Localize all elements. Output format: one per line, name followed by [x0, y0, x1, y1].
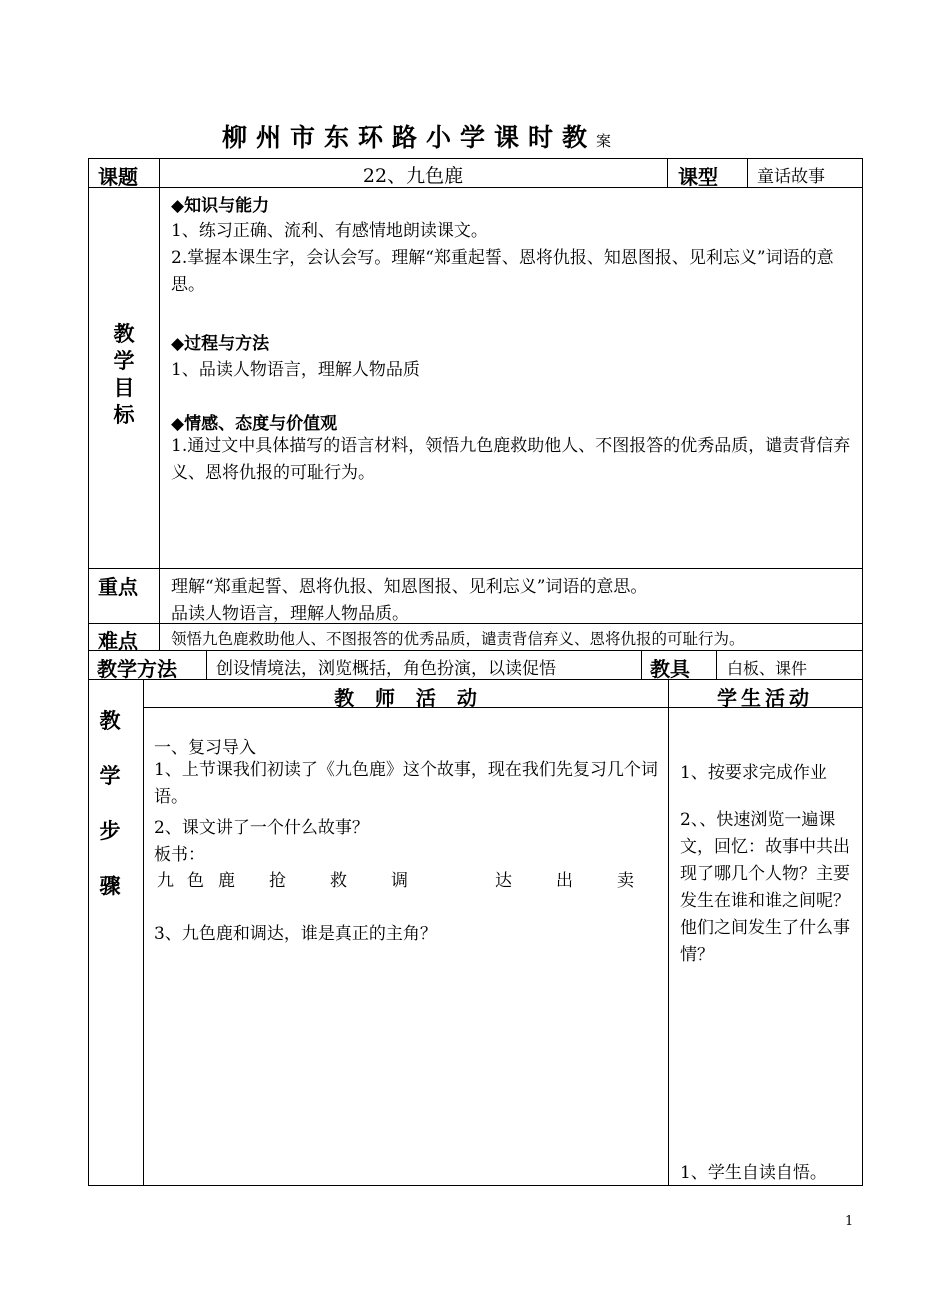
document-title — [222, 118, 611, 154]
board-label: 板书： — [154, 845, 205, 865]
table-rule — [88, 679, 863, 680]
teacher-item-2: 2、课文讲了一个什么故事？ — [154, 818, 369, 838]
tools-value: 白板、课件 — [727, 659, 808, 678]
page-number: 1 — [845, 1214, 854, 1229]
teacher-item-1: 1、上节课我们初读了《九色鹿》这个故事，现在我们先复习几个词语。 — [154, 760, 658, 807]
knowledge-item-1: 1、练习正确、流利、有感情地朗读课文。 — [171, 221, 488, 241]
student-item-1: 1、按要求完成作业 — [680, 763, 827, 783]
steps-label-char: 学 — [99, 764, 121, 788]
steps-label-char: 骤 — [99, 874, 121, 898]
table-rule — [159, 187, 160, 650]
table-rule — [716, 650, 717, 679]
table-rule — [88, 568, 863, 569]
lesson-type-value: 童话故事 — [757, 167, 825, 187]
title-main: 柳州市东环路小学课时教 — [222, 123, 597, 152]
table-rule — [88, 158, 89, 1185]
teacher-item-3: 3、九色鹿和调达，谁是真正的主角？ — [154, 924, 437, 944]
board-word: 达 — [495, 871, 512, 891]
board-word: 出 — [556, 871, 573, 891]
table-rule — [862, 158, 863, 1185]
knowledge-item-2: 2.掌握本课生字，会认会写。理解“郑重起誓、恩将仇报、知恩图报、见利忘义”词语的意思。 — [171, 248, 834, 295]
board-word: 抢 — [269, 871, 286, 891]
steps-label-char: 步 — [99, 819, 121, 843]
table-rule — [667, 158, 668, 187]
table-rule — [143, 679, 144, 1185]
key-points-label: 重点 — [98, 575, 138, 599]
title-suffix: 案 — [596, 132, 612, 150]
board-word: 色 — [187, 871, 204, 891]
student-item-3: 1、学生自读自悟。 — [680, 1163, 827, 1183]
knowledge-heading: ◆知识与能力 — [171, 196, 270, 216]
table-rule — [88, 650, 863, 651]
board-word: 调 — [391, 871, 408, 891]
table-rule — [88, 1185, 863, 1186]
key-points-line-2: 品读人物语言，理解人物品质。 — [171, 604, 409, 624]
process-item-1: 1、品读人物语言，理解人物品质 — [171, 360, 420, 380]
table-rule — [747, 158, 748, 187]
table-rule — [206, 650, 207, 679]
difficulty-label: 难点 — [98, 629, 138, 653]
teacher-section-1: 一、复习导入 — [154, 738, 256, 758]
methods-value: 创设情境法，浏览概括，角色扮演，以读促悟 — [216, 659, 556, 679]
board-word: 卖 — [617, 871, 634, 891]
emotion-heading: ◆情感、态度与价值观 — [171, 414, 338, 434]
topic-label: 课题 — [98, 165, 138, 189]
steps-label-char: 教 — [99, 709, 121, 733]
teacher-activity-header: 教 师 活 动 — [334, 686, 477, 710]
board-word: 九 — [157, 871, 174, 891]
key-points-line-1: 理解“郑重起誓、恩将仇报、知恩图报、见利忘义”词语的意思。 — [171, 577, 648, 597]
tools-label: 教具 — [650, 657, 690, 681]
lesson-type-label: 课型 — [678, 165, 718, 189]
emotion-item-1: 1.通过文中具体描写的语言材料，领悟九色鹿救助他人、不图报答的优秀品质，谴责背信弃义、恩将仇报的可耻行为。 — [171, 436, 851, 483]
board-word: 救 — [330, 871, 347, 891]
student-activity-header: 学生活动 — [717, 686, 813, 710]
process-heading: ◆过程与方法 — [171, 334, 270, 354]
difficulty-text: 领悟九色鹿救助他人、不图报答的优秀品质，谴责背信弃义、恩将仇报的可耻行为。 — [171, 630, 745, 648]
board-word: 鹿 — [218, 871, 235, 891]
table-rule — [641, 650, 642, 679]
objectives-label: 教学目标 — [113, 322, 135, 427]
steps-label — [97, 705, 123, 925]
methods-label: 教学方法 — [97, 657, 177, 681]
topic-value: 22、九色鹿 — [362, 165, 464, 187]
table-rule — [668, 679, 669, 1185]
student-item-2: 2、、快速浏览一遍课文，回忆：故事中共出现了哪几个人物？主要发生在谁和谁之间呢？他们之间发生了什么事情？ — [680, 810, 850, 965]
